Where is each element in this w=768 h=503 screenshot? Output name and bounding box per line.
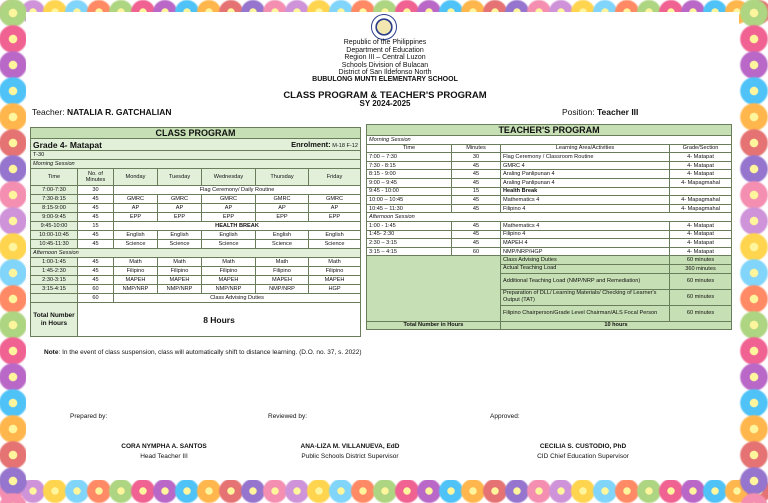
school-name: BUBULONG MUNTI ELEMENTARY SCHOOL [312, 75, 458, 83]
approved-label: Approved: [490, 413, 520, 420]
cp-time: 9:00-9:45 [31, 213, 78, 222]
cp-row [31, 285, 361, 294]
cp-total-label: Total Number in Hours [31, 303, 78, 337]
cp-subject: MAPEH [202, 276, 256, 285]
tp-minutes: 45 [452, 204, 501, 213]
cp-col-header: Tuesday [158, 169, 202, 186]
cp-subject: MAPEH [256, 276, 309, 285]
cp-subject: AP [309, 204, 361, 213]
tp-summary-value: 60 minutes [670, 256, 732, 265]
prepared-by-role: Head Teacher III [140, 453, 188, 460]
cp-time: 10:00-10:45 [31, 231, 78, 240]
cp-subject: NMP/NRP [114, 285, 158, 294]
cp-subject: Math [202, 258, 256, 267]
cp-subject: EPP [256, 213, 309, 222]
cp-row [31, 222, 361, 231]
tp-minutes: 30 [452, 153, 501, 162]
teacher-name: NATALIA R. GATCHALIAN [66, 107, 172, 117]
tp-row [367, 247, 732, 256]
tp-summary-blank [367, 256, 501, 321]
tp-grade-section: 4- Matapat [670, 230, 732, 239]
approved-by-name: CECILIA S. CUSTODIO, PhD [539, 443, 627, 450]
approved-by-role: CID Chief Education Supervisor [537, 453, 629, 460]
cp-row [31, 231, 361, 240]
tp-minutes: 45 [452, 170, 501, 179]
cp-merged-activity: Flag Ceremony/ Daily Routine [114, 186, 361, 195]
tp-time: 10:00 – 10:45 [367, 196, 452, 205]
cp-afternoon-session: Afternoon Session [31, 249, 361, 258]
tp-learning-area: Mathematics 4 [501, 196, 670, 205]
cp-minutes: 45 [78, 204, 114, 213]
cp-subject: Science [202, 240, 256, 249]
tp-afternoon-session: Afternoon Session [367, 213, 732, 222]
reviewed-by-label: Reviewed by: [268, 413, 308, 420]
cp-subject: GMRC [256, 195, 309, 204]
cp-subject: AP [202, 204, 256, 213]
tp-row [367, 239, 732, 248]
cp-subject: Math [114, 258, 158, 267]
tp-row [367, 170, 732, 179]
tp-col-header: Learning Area/Activities [501, 144, 670, 153]
cp-row [31, 186, 361, 195]
tp-learning-area: GMRC 4 [501, 161, 670, 170]
cp-col-header: Monday [114, 169, 158, 186]
tp-summary-label: Additional Teaching Load (NMP/NRP and Remediation) [501, 273, 670, 289]
cp-minutes: 45 [78, 240, 114, 249]
tp-time: 8:15 - 9:00 [367, 170, 452, 179]
cp-subject: NMP/NRP [202, 285, 256, 294]
flower-icon [0, 492, 28, 503]
tp-grade-section: 4- Matapat [670, 170, 732, 179]
tp-row [367, 161, 732, 170]
tp-total-row [367, 321, 732, 330]
cp-total-value: 8 Hours [78, 303, 361, 337]
tp-row [367, 221, 732, 230]
cp-subject: Filipino [202, 267, 256, 276]
tp-learning-area: MAPEH 4 [501, 239, 670, 248]
tp-summary-label: Filipino Chairperson/Grade Level Chairman/ALS Focal Person [501, 305, 670, 321]
tp-row [367, 196, 732, 205]
cp-subject: Filipino [114, 267, 158, 276]
cp-subject: GMRC [114, 195, 158, 204]
position-value: Teacher III [596, 107, 639, 117]
cp-row [31, 267, 361, 276]
tp-time: 1:00 - 1:45 [367, 221, 452, 230]
cp-subject: HGP [309, 285, 361, 294]
cp-minutes: 45 [78, 195, 114, 204]
tp-learning-area: Araling Panlipunan 4 [501, 178, 670, 187]
tp-learning-area: Health Break [501, 187, 670, 196]
tp-row [367, 187, 732, 196]
header-line-3: Region III – Central Luzon [344, 54, 426, 61]
tp-time: 1:45- 2:30 [367, 230, 452, 239]
cp-subject: Science [114, 240, 158, 249]
cp-merged-activity: HEALTH BREAK [114, 222, 361, 231]
cp-subject: EPP [158, 213, 202, 222]
tp-learning-area: Mathematics 4 [501, 221, 670, 230]
tp-minutes: 45 [452, 239, 501, 248]
cp-subject: AP [114, 204, 158, 213]
tp-row [367, 153, 732, 162]
tp-summary-row [367, 256, 732, 265]
cp-time: 3:15-4:15 [31, 285, 78, 294]
tp-grade-section: 4- Matapat [670, 153, 732, 162]
cp-row [31, 240, 361, 249]
cp-time: 1:00-1:45 [31, 258, 78, 267]
tp-col-header: Minutes [452, 144, 501, 153]
cp-subject: Math [256, 258, 309, 267]
cp-subject: Science [309, 240, 361, 249]
header-line-5: District of San Ildefonso North [338, 69, 432, 76]
cp-subject: EPP [114, 213, 158, 222]
class-program-title: CLASS PROGRAM [31, 128, 361, 139]
cp-row [31, 276, 361, 285]
tp-grade-section [670, 187, 732, 196]
cp-subject: NMP/NRP [158, 285, 202, 294]
cp-minutes: 45 [78, 258, 114, 267]
header-line-1: Republic of the Philippines [343, 39, 427, 46]
tp-morning-session: Morning Session [367, 136, 732, 145]
cp-subject: GMRC [309, 195, 361, 204]
cp-col-header: No. of Minutes [78, 169, 114, 186]
tp-minutes: 45 [452, 221, 501, 230]
cp-subject: English [202, 231, 256, 240]
tp-total-label: Total Number in Hours [367, 321, 501, 330]
cp-merged-activity: Class Advising Duties [114, 294, 361, 303]
cp-subject: Science [256, 240, 309, 249]
tp-row [367, 230, 732, 239]
cp-col-header: Friday [309, 169, 361, 186]
deped-seal-icon [371, 14, 397, 40]
tp-minutes: 15 [452, 187, 501, 196]
tp-learning-area: Filipino 4 [501, 230, 670, 239]
tp-learning-area: Araling Panlipunan 4 [501, 170, 670, 179]
cp-subject: MAPEH [158, 276, 202, 285]
class-program-table [30, 127, 361, 337]
cp-subject: Filipino [309, 267, 361, 276]
cp-subject: Math [158, 258, 202, 267]
tp-minutes: 60 [452, 247, 501, 256]
cp-time: 7:30-8:15 [31, 195, 78, 204]
tp-grade-section: 4- Matapat [670, 239, 732, 248]
note-label: Note [44, 349, 59, 356]
tp-time: 9:00 – 9:45 [367, 178, 452, 187]
cp-subject: AP [158, 204, 202, 213]
reviewed-by-name: ANA-LIZA M. VILLANUEVA, EdD [300, 443, 400, 450]
tp-afternoon-row [367, 213, 732, 222]
cp-subject: Filipino [158, 267, 202, 276]
flower-icon [739, 492, 768, 503]
position-line [562, 107, 638, 117]
tp-column-headers [367, 144, 732, 153]
grade-section: Grade 4- Matapat [31, 139, 202, 151]
cp-time: 8:15-9:00 [31, 204, 78, 213]
cp-time: 2:30-3:15 [31, 276, 78, 285]
cp-row [31, 204, 361, 213]
tp-summary-value: 360 minutes [670, 264, 732, 273]
flower-border-left [0, 0, 26, 503]
cp-time: 9:45-10:00 [31, 222, 78, 231]
reviewed-by-role: Public Schools District Supervisor [301, 453, 399, 460]
cp-subject: MAPEH [309, 276, 361, 285]
tp-minutes: 45 [452, 178, 501, 187]
header-line-4: Schools Division of Bulacan [341, 61, 429, 69]
cp-time [31, 294, 78, 303]
tp-summary-label: Class Advising Duties [501, 256, 670, 265]
enrolment-total: T-30 [31, 151, 361, 160]
cp-subject: GMRC [158, 195, 202, 204]
school-year: SY 2024-2025 [359, 99, 411, 108]
cp-afternoon-row [31, 249, 361, 258]
tp-grade-section: 4- Matapat [670, 247, 732, 256]
tp-row [367, 178, 732, 187]
flower-border-right [740, 0, 768, 503]
tp-col-header: Time [367, 144, 452, 153]
cp-col-header: Time [31, 169, 78, 186]
teacher-line [32, 107, 172, 117]
position-label: Position: [562, 107, 595, 117]
cp-subject: MAPEH [114, 276, 158, 285]
document-title: CLASS PROGRAM & TEACHER'S PROGRAM [283, 90, 487, 101]
cp-minutes: 30 [78, 186, 114, 195]
teachers-program-table [366, 124, 732, 330]
cp-subject: English [114, 231, 158, 240]
cp-subject: English [309, 231, 361, 240]
cp-row [31, 258, 361, 267]
tp-minutes: 45 [452, 230, 501, 239]
tp-row [367, 204, 732, 213]
cp-time: 7:00-7:30 [31, 186, 78, 195]
cp-minutes: 45 [78, 213, 114, 222]
cp-subject: Math [309, 258, 361, 267]
tp-summary-label: Actual Teaching Load [501, 264, 670, 273]
cp-subject: English [256, 231, 309, 240]
enrolment-value: M-18 F-12 [332, 143, 359, 149]
tp-learning-area: Flag Ceremony / Classroom Routine [501, 153, 670, 162]
cp-minutes: 45 [78, 276, 114, 285]
tp-grade-section: 4- Mapagmahal [670, 178, 732, 187]
tp-summary-label: Preparation of DLL/ Learning Materials/ Checking of Learner's Output (TAT) [501, 289, 670, 305]
tp-summary-value: 60 minutes [670, 305, 732, 321]
cp-time: 10:45-11:30 [31, 240, 78, 249]
cp-col-header: Wednesday [202, 169, 256, 186]
tp-time: 3:15 – 4:15 [367, 247, 452, 256]
tp-time: 7:30 - 8:15 [367, 161, 452, 170]
tp-minutes: 45 [452, 161, 501, 170]
tp-time: 2:30 – 3:15 [367, 239, 452, 248]
tp-minutes: 45 [452, 196, 501, 205]
tp-time: 10:45 – 11:30 [367, 204, 452, 213]
cp-minutes: 45 [78, 231, 114, 240]
tp-time: 9:45 - 10:00 [367, 187, 452, 196]
tp-col-header: Grade/Section [670, 144, 732, 153]
cp-subject: GMRC [202, 195, 256, 204]
cp-col-header: Thursday [256, 169, 309, 186]
tp-time: 7:00 – 7:30 [367, 153, 452, 162]
note-text: : In the event of class suspension, class will automatically shift to distance learning. (D.O. no. 37, s. 2022) [58, 349, 362, 356]
cp-minutes: 15 [78, 222, 114, 231]
tp-summary-value: 60 minutes [670, 289, 732, 305]
prepared-by-name: CORA NYMPHA A. SANTOS [121, 443, 207, 450]
tp-grade-section: 4- Matapat [670, 161, 732, 170]
tp-total-value: 10 hours [501, 321, 732, 330]
cp-column-headers [31, 169, 361, 186]
tp-grade-section: 4- Mapagmahal [670, 204, 732, 213]
cp-time: 1:45-2:30 [31, 267, 78, 276]
enrolment-label: Enrolment: [291, 140, 331, 149]
cp-subject: English [158, 231, 202, 240]
cp-subject: EPP [202, 213, 256, 222]
cp-total-row [31, 303, 361, 337]
cp-row [31, 195, 361, 204]
cp-morning-session: Morning Session [31, 160, 361, 169]
cp-row [31, 294, 361, 303]
header-line-2: Department of Education [346, 46, 424, 54]
enrolment [202, 139, 361, 151]
prepared-by-label: Prepared by: [70, 413, 108, 420]
cp-subject: Filipino [256, 267, 309, 276]
tp-learning-area: NMP/NRP/HGP [501, 247, 670, 256]
cp-subject: AP [256, 204, 309, 213]
tp-summary-value: 60 minutes [670, 273, 732, 289]
note [44, 348, 364, 358]
tp-learning-area: Filipino 4 [501, 204, 670, 213]
teacher-label: Teacher: [32, 107, 65, 117]
tp-grade-section: 4- Matapat [670, 221, 732, 230]
cp-row [31, 213, 361, 222]
cp-subject: Science [158, 240, 202, 249]
cp-minutes: 45 [78, 267, 114, 276]
cp-minutes: 60 [78, 285, 114, 294]
teachers-program-title: TEACHER'S PROGRAM [367, 125, 732, 136]
cp-subject: EPP [309, 213, 361, 222]
tp-grade-section: 4- Mapagmahal [670, 196, 732, 205]
cp-minutes: 60 [78, 294, 114, 303]
cp-subject: NMP/NRP [256, 285, 309, 294]
flower-border-bottom [0, 478, 768, 503]
